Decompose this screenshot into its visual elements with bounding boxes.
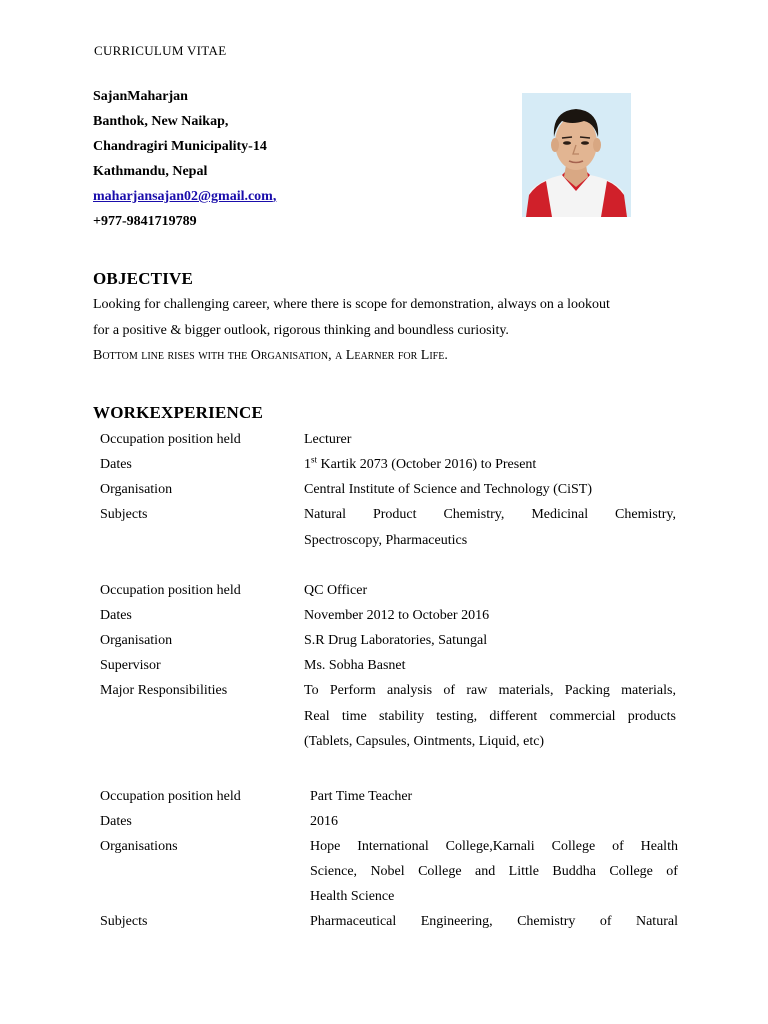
job3-organisations-line-2 [310, 865, 678, 879]
job1-dates-day: 1 [304, 457, 311, 472]
word: To [304, 683, 319, 698]
job2-organisation-value: S.R Drug Laboratories, Satungal [304, 633, 488, 648]
word: analysis [387, 683, 433, 698]
profile-photo [522, 93, 631, 217]
objective-line-2: for a positive & bigger outlook, rigorous thinking and boundless curiosity. [93, 323, 509, 338]
word: of [666, 864, 678, 879]
job1-dates-ordinal: st [311, 454, 318, 465]
word: Chemistry, [443, 507, 505, 522]
job2-dates-label: Dates [100, 608, 132, 623]
job2-supervisor-value: Ms. Sobha Basnet [304, 658, 406, 673]
word: time [341, 709, 367, 724]
contact-email-line [93, 190, 276, 204]
email-link[interactable]: maharjansajan02@gmail.com [93, 189, 273, 204]
job2-organisation-label: Organisation [100, 633, 173, 648]
job2-occupation-value: QC Officer [304, 583, 368, 598]
word: raw [466, 683, 488, 698]
word: of [443, 683, 456, 698]
job3-subjects-line-1 [310, 915, 678, 929]
word: Medicinal [531, 507, 589, 522]
job1-occupation-value: Lecturer [304, 432, 352, 447]
contact-address-line-2: Chandragiri Municipality-14 [93, 139, 267, 154]
word: College [551, 839, 596, 854]
job1-organisation-value: Central Institute of Science and Technology (CiST) [304, 482, 593, 497]
document-title: CURRICULUM VITAE [94, 43, 227, 58]
contact-name: SajanMaharjan [93, 89, 188, 104]
word: products [627, 709, 676, 724]
job2-occupation-label: Occupation position held [100, 583, 241, 598]
word: materials, [498, 683, 554, 698]
contact-address-line-1: Banthok, New Naikap, [93, 114, 229, 129]
job1-dates-label: Dates [100, 457, 132, 472]
word: Natural [635, 914, 678, 929]
word: Little [508, 864, 539, 879]
word: different [489, 709, 538, 724]
job1-organisation-label: Organisation [100, 482, 173, 497]
job2-dates-value: November 2012 to October 2016 [304, 608, 490, 623]
word: Product [372, 507, 417, 522]
word: and [475, 864, 496, 879]
word: International [357, 839, 429, 854]
word: Natural [304, 507, 346, 522]
word: College [418, 864, 462, 879]
job2-supervisor-label: Supervisor [100, 658, 161, 673]
word: Buddha [552, 864, 596, 879]
word: College [609, 864, 653, 879]
work-experience-heading: WORKEXPERIENCE [93, 403, 263, 422]
word: Packing [564, 683, 610, 698]
word: testing, [436, 709, 478, 724]
word: Hope [310, 839, 341, 854]
word: commercial [549, 709, 616, 724]
job2-responsibilities-line-3: (Tablets, Capsules, Ointments, Liquid, etc) [304, 734, 545, 749]
word: materials, [621, 683, 676, 698]
job3-subjects-label: Subjects [100, 914, 148, 929]
objective-motto: Bottom line rises with the Organisation, a Learner for Life. [93, 348, 448, 363]
job1-dates-rest: Kartik 2073 (October 2016) to Present [317, 457, 537, 472]
objective-line-1: Looking for challenging career, where there is scope for demonstration, always on a lookout [93, 297, 610, 312]
word: Perform [329, 683, 376, 698]
job3-dates-label: Dates [100, 814, 132, 829]
email-comma: , [272, 189, 277, 204]
objective-heading: OBJECTIVE [93, 269, 194, 288]
job3-occupation-value: Part Time Teacher [310, 789, 413, 804]
contact-address-line-3: Kathmandu, Nepal [93, 164, 208, 179]
word: Chemistry [517, 914, 576, 929]
contact-phone: +977-9841719789 [93, 214, 197, 229]
word: Real [304, 709, 330, 724]
word: Pharmaceutical [310, 914, 397, 929]
job3-organisations-line-1 [310, 840, 678, 854]
job1-occupation-label: Occupation position held [100, 432, 241, 447]
job3-organisations-line-3: Health Science [310, 889, 395, 904]
profile-photo-illustration [522, 93, 631, 217]
job3-occupation-label: Occupation position held [100, 789, 241, 804]
job1-subjects-line-2: Spectroscopy, Pharmaceutics [304, 533, 468, 548]
word: Chemistry, [615, 507, 676, 522]
word: Health [640, 839, 678, 854]
word: of [599, 914, 612, 929]
word: College,Karnali [445, 839, 535, 854]
word: of [612, 839, 624, 854]
word: Science, [310, 864, 358, 879]
job3-organisations-label: Organisations [100, 839, 178, 854]
word: stability [378, 709, 425, 724]
word: Engineering, [420, 914, 493, 929]
job1-dates-value [304, 454, 537, 472]
word: Nobel [370, 864, 405, 879]
job1-subjects-label: Subjects [100, 507, 148, 522]
job2-responsibilities-label: Major Responsibilities [100, 683, 228, 698]
job1-subjects-line-1 [304, 508, 676, 522]
job2-responsibilities-line-2 [304, 710, 676, 724]
job3-dates-value: 2016 [310, 814, 338, 829]
job2-responsibilities-line-1 [304, 684, 676, 698]
